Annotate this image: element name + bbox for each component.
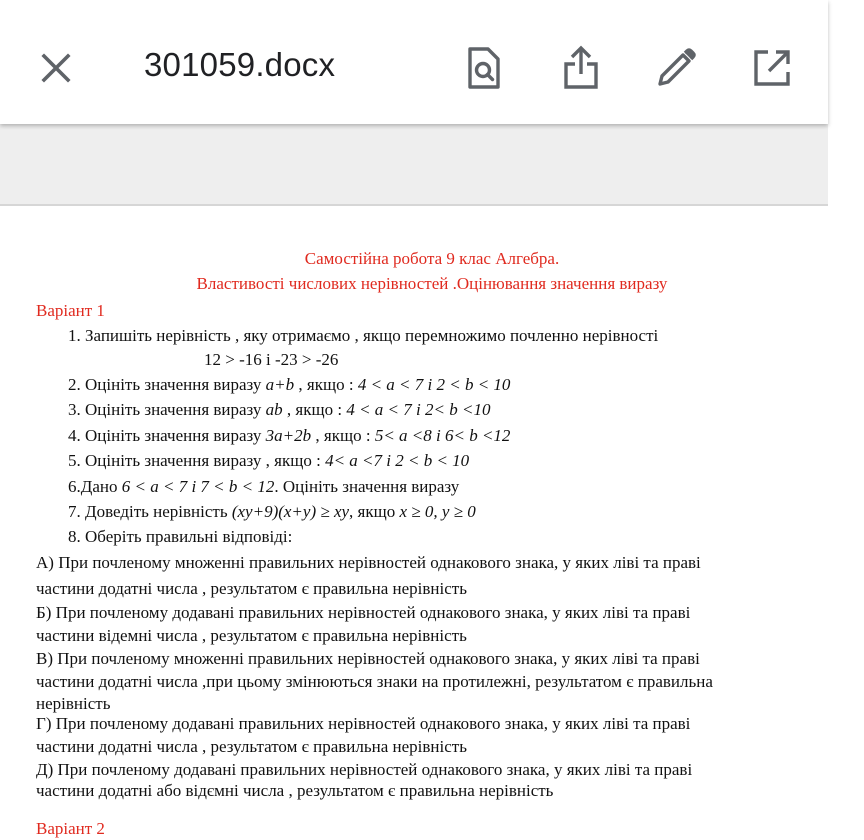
answer-d-line-1: Д) При почленому додавані правильних нерівностей однакового знака, у яких ліві та праві xyxy=(36,760,693,779)
open-in-new-icon[interactable] xyxy=(752,48,792,88)
task-3-condition: 4 < a < 7 і 2< b <10 xyxy=(346,400,491,419)
variant-1-heading: Варіант 1 xyxy=(36,301,105,320)
task-2-condition: 4 < a < 7 і 2 < b < 10 xyxy=(357,375,511,394)
task-1-inequalities: 12 > -16 і -23 > -26 xyxy=(204,350,339,369)
task-8: 8. Оберіть правильні відповіді: xyxy=(68,527,293,546)
doc-title-line-2: Властивості числових нерівностей .Оцінювання значення виразу xyxy=(196,274,668,293)
task-7 xyxy=(68,501,476,523)
task-2-text: 2. Оцініть значення виразу xyxy=(68,375,266,394)
task-2 xyxy=(68,374,510,396)
task-3-condition-label: , якщо : xyxy=(282,400,347,419)
task-2-condition-label: , якщо : xyxy=(294,375,358,394)
edit-pencil-icon[interactable] xyxy=(656,48,696,88)
task-6-text: 6.Дано xyxy=(68,477,122,496)
find-in-document-icon[interactable] xyxy=(466,46,502,90)
task-7-condition-label: , якщо xyxy=(349,502,400,521)
answer-v-line-3: нерівність xyxy=(36,694,111,713)
answer-b-line-1: Б) При почленому додавані правильних нерівностей однакового знака, у яких ліві та праві xyxy=(36,603,691,622)
task-3-expression: ab xyxy=(265,400,283,419)
task-1: 1. Запишіть нерівність , яку отримаємо , якщо перемножимо почленно нерівності xyxy=(68,326,659,345)
task-4-text: 4. Оцініть значення виразу xyxy=(68,426,266,445)
task-7-inequality: (xy+9)(x+y) ≥ xy xyxy=(231,502,350,521)
answer-g-line-2: частини додатні числа , результатом є правильна нерівність xyxy=(36,737,467,756)
close-icon[interactable] xyxy=(38,50,74,86)
task-4-condition-label: , якщо : xyxy=(311,426,375,445)
task-2-expression: a+b xyxy=(265,375,295,394)
answer-b-line-2: частини відемні числа , результатом є правильна нерівність xyxy=(36,626,467,645)
answer-v-line-2: частини додатні числа ,при цьому змінюються знаки на протилежні, результатом є правильна xyxy=(36,672,713,691)
task-5-text: 5. Оцініть значення виразу , якщо : xyxy=(68,451,326,470)
doc-title-line-1: Самостійна робота 9 клас Алгебра. xyxy=(304,249,560,268)
file-name-title: 301059.docx xyxy=(144,46,336,83)
document-page xyxy=(0,206,828,838)
answer-v-line-1: В) При почленому множенні правильних нерівностей однакового знака, у яких ліві та праві xyxy=(36,649,700,668)
answer-d-line-2: частини додатні або відємні числа , результатом є правильна нерівність xyxy=(36,781,554,800)
task-3-text: 3. Оцініть значення виразу xyxy=(68,400,266,419)
task-7-condition: x ≥ 0, y ≥ 0 xyxy=(399,502,476,521)
task-6-rest: . Оцініть значення виразу xyxy=(274,477,460,496)
answer-g-line-1: Г) При почленому додавані правильних нерівностей однакового знака, у яких ліві та праві xyxy=(36,714,691,733)
task-6-condition: 6 < a < 7 і 7 < b < 12 xyxy=(121,477,275,496)
task-5-condition: 4< a <7 і 2 < b < 10 xyxy=(325,451,470,470)
task-4-expression: 3a+2b xyxy=(265,426,312,445)
task-4-condition: 5< a <8 і 6< b <12 xyxy=(374,426,511,445)
share-icon[interactable] xyxy=(562,44,600,90)
task-4 xyxy=(68,425,510,447)
app-bar xyxy=(0,0,828,124)
page-divider xyxy=(0,204,828,206)
task-3 xyxy=(68,399,490,421)
task-5 xyxy=(68,450,469,472)
task-7-text: 7. Доведіть нерівність xyxy=(68,502,232,521)
answer-a-line-2: частини додатні числа , результатом є правильна нерівність xyxy=(36,579,467,598)
answer-a-line-1: А) При почленому множенні правильних нерівностей однакового знака, у яких ліві та праві xyxy=(36,553,701,572)
variant-2-heading-partial: Варіант 2 xyxy=(36,819,105,838)
task-6 xyxy=(68,476,459,498)
toolbar-spacer xyxy=(0,124,828,204)
